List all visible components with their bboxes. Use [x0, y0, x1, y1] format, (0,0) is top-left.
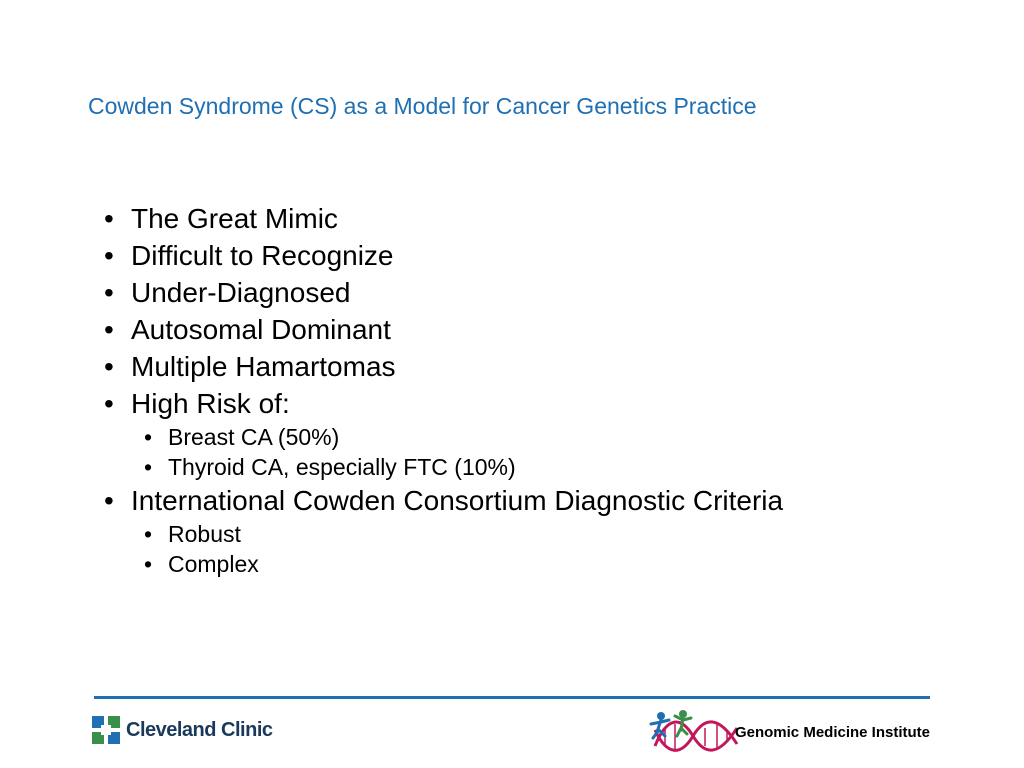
slide-title: Cowden Syndrome (CS) as a Model for Cancer Genetics Practice: [88, 93, 757, 119]
bullet-item: • Autosomal Dominant: [104, 311, 844, 348]
bullet-list: [104, 200, 844, 579]
bullet-item: • International Cowden Consortium Diagnostic Criteria: [104, 482, 844, 519]
bullet-item: • High Risk of:: [104, 385, 844, 422]
dna-figures-icon: [647, 706, 743, 758]
bullet-item: • The Great Mimic: [104, 200, 844, 237]
genomic-medicine-institute-logo: [647, 706, 930, 758]
genomic-medicine-institute-name: Genomic Medicine Institute: [734, 723, 930, 741]
sub-bullet-item: • Complex: [104, 549, 844, 579]
bullet-item: • Difficult to Recognize: [104, 237, 844, 274]
bullet-item: • Multiple Hamartomas: [104, 348, 844, 385]
cleveland-clinic-name: Cleveland Clinic: [126, 718, 273, 741]
bullet-item: • Under-Diagnosed: [104, 274, 844, 311]
cleveland-clinic-logo: [92, 714, 273, 746]
sub-bullet-item: • Thyroid CA, especially FTC (10%): [104, 452, 844, 482]
sub-bullet-item: • Robust: [104, 519, 844, 549]
cleveland-clinic-cross-icon: [92, 716, 120, 744]
footer-rule: [94, 696, 930, 699]
sub-bullet-item: • Breast CA (50%): [104, 422, 844, 452]
